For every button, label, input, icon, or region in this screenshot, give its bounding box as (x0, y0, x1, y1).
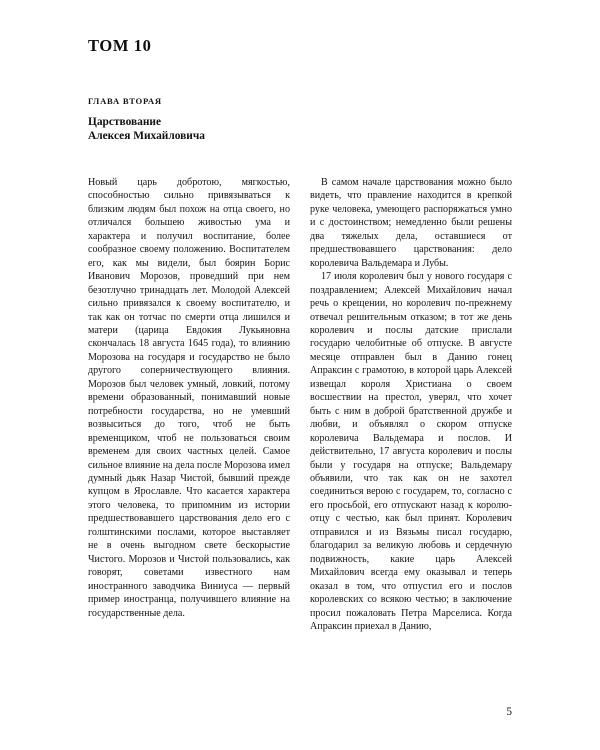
paragraph: Новый царь добротою, мягкостью, способностью сильно привязываться к близким людям был похож на отца своего, но отличался большею живостью ума и характера и получил воспитание, более сообразное своему положению. Воспитателем его, как мы видели, был боярин Борис Иванович Морозов, проведший при нем безотлучно тринадцать лет. Молодой Алексей сильно привязался к своему воспитателю, и так как он тотчас по смерти отца лишился и матери (царица Евдокия Лукьяновна скончалась 18 августа 1645 года), то влиянию Морозова на государя и государство не было другого соперничествующего влияния. Морозов был человек умный, ловкий, потому времени образованный, понимавший новые потребности государства, но не умевший возвыситься до того, чтоб не быть временщиком, чтоб не пользоваться своим временем для своих частных целей. Самое сильное влияние на дела после Морозова имел думный дьяк Назар Чистой, бывший прежде купцом в Ярославле. Что касается характера этого человека, то припомним из истории предшествовавшего царствования дело его с голштинскими послами, которое выставляет не в очень выгодном свете бескорыстие Чистого. Морозов и Чистой пользовались, как говорят, советами известного нам иностранного заводчика Виниуса — первый пример иностранца, получившего влияние на государственные дела. (88, 177, 290, 619)
chapter-title (88, 115, 318, 143)
body-columns (88, 176, 512, 696)
chapter-heading (88, 96, 318, 143)
volume-title: ТОМ 10 (88, 36, 152, 55)
chapter-title-line-1: Царствование (88, 116, 162, 128)
paragraph: В самом начале царствования можно было видеть, что правление находится в крепкой руке человека, умеющего распоряжаться умно и с достоинством; немедленно были решены два тяжелых дела, оставшиеся от предшествовавшего царствования: дело королевича Вальдемара и Лубы. (310, 177, 512, 269)
chapter-label: ГЛАВА ВТОРАЯ (88, 96, 162, 106)
paragraph: 17 июля королевич был у нового государя с поздравлением; Алексей Михайлович начал речь о крещении, но королевич по-прежнему отвечал решительным отказом; в тот же день королевич и послы датские прислали государю челобитные об отпуске. В августе месяце отправлен был в Данию гонец Апраксин с грамотою, в которой царь Алексей извещал короля Христиана о своем восшествии на престол, уверял, что хочет быть с ним в доброй братственной дружбе и любви, и объявлял о скором отпуске королевича Вальдемара и послов. И действительно, 17 августа королевич и послы были у государя на отпуске; Вальдемару объявили, что так как он не захотел соединиться верою с государем, то, согласно с его просьбой, его отпускают назад к королю-отцу с честью, как был принят. Королевич отправился и из Вязьмы писал государю, благодарил за великую любовь и сердечную подвижность, какие царь Алексей Михайлович всегда ему оказывал и теперь оказал в том, что отпустил его и послов королевских со всякою честью; в заключение просил пожаловать Петра Марселиса. Когда Апраксин приехал в Данию, (310, 271, 512, 632)
text-column-right (310, 176, 512, 696)
page-number: 5 (506, 706, 512, 718)
chapter-title-line-2: Алексея Михайловича (88, 130, 205, 143)
text-column-left (88, 176, 290, 696)
